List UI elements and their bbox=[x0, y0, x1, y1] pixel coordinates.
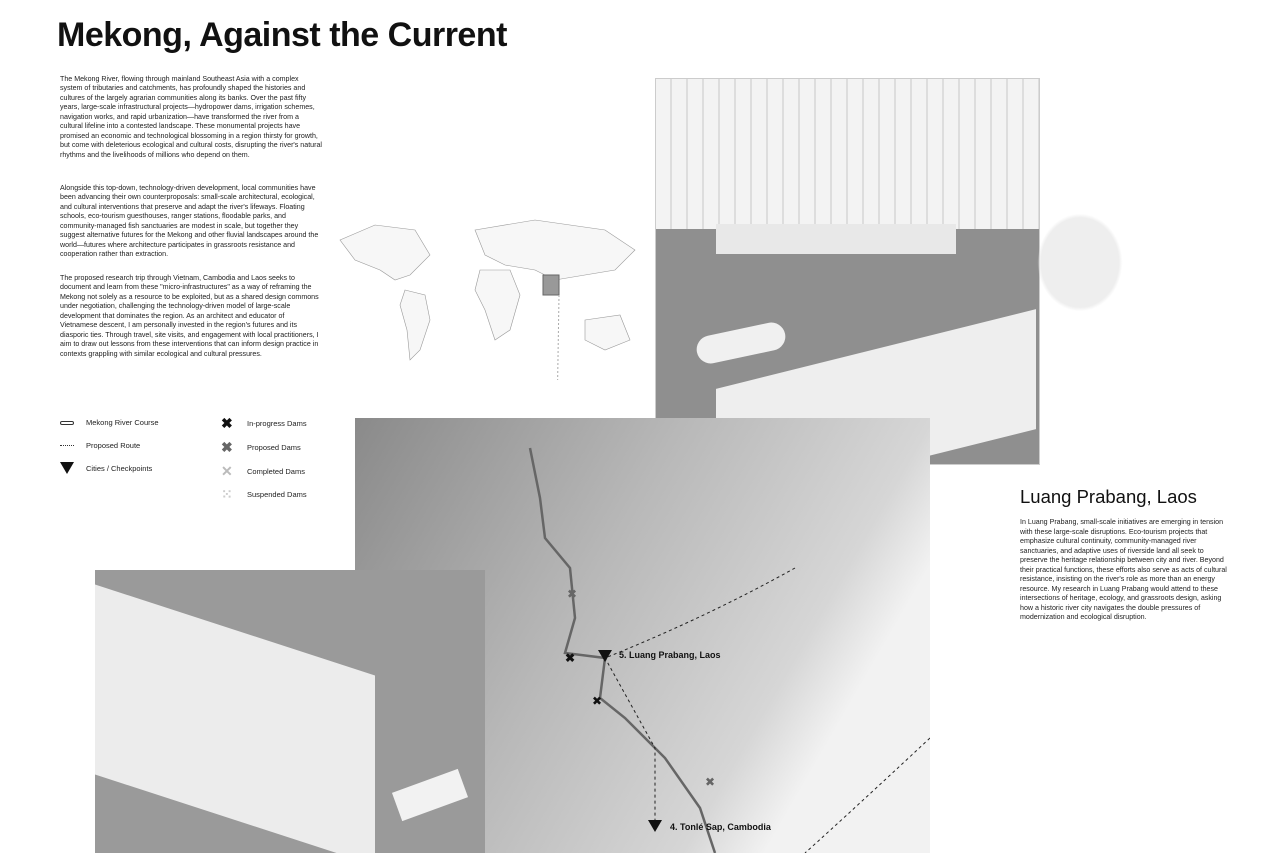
x-icon: ✖ bbox=[221, 415, 233, 431]
city-label-luang-prabang: 5. Luang Prabang, Laos bbox=[619, 650, 721, 660]
legend-label: In-progress Dams bbox=[247, 418, 307, 428]
legend-suspended-dams bbox=[221, 487, 307, 501]
legend-label: Completed Dams bbox=[247, 466, 305, 476]
legend-proposed-dams bbox=[221, 440, 301, 454]
legend-route bbox=[60, 441, 140, 450]
proposed-route bbox=[805, 738, 930, 853]
legend-cities bbox=[60, 462, 152, 474]
triangle-down-icon bbox=[60, 462, 86, 474]
city-marker-tonle-sap bbox=[648, 820, 662, 832]
city-label-tonle-sap: 4. Tonlé Sap, Cambodia bbox=[670, 822, 771, 832]
proposed-route bbox=[605, 568, 795, 828]
x-icon: ✖ bbox=[221, 439, 233, 455]
feature-heading: Luang Prabang, Laos bbox=[1020, 486, 1197, 507]
fishing-boat bbox=[392, 769, 468, 821]
village-illustration bbox=[95, 570, 485, 853]
legend-label: Cities / Checkpoints bbox=[86, 463, 153, 473]
world-map bbox=[335, 200, 655, 380]
tiger-illustration bbox=[1030, 205, 1130, 320]
legend-label: Mekong River Course bbox=[86, 418, 159, 427]
intro-paragraph-1: The Mekong River, flowing through mainland Southeast Asia with a complex system of tributaries and catchments, has profoundly shaped the histories and cultures of the largely agrarian communities along its banks. Over the past fifty years, large-scale infrastructural projects—hydropower dams, irrigation schemes, navigation works, and rapid urbanization—have transformed the river from a cultural lifeline into a contested landscape. These monumental projects have promised an economic and technological blossoming in a region thirsty for growth, but come with deleterious ecological and cultural costs, disrupting the river's natural rhythms and the livelihoods of millions who depend on them. bbox=[60, 75, 322, 159]
intro-paragraph-2: Alongside this top-down, technology-driven development, local communities have been advancing their own counterproposals: small-scale architectural, ecological, and cultural interventions that preserve and adapt the river's lifeways. Floating schools, eco-tourism guesthouses, ranger stations, floodable parks, and community-managed fish sanctuaries are modest in scale, but together they suggest alternative futures for the Mekong and other fluvial landscapes around the world—futures where architecture participates in grassroots resistance and cooperation rather than extraction. bbox=[60, 184, 319, 259]
river-boat bbox=[694, 320, 788, 366]
luang-prabang-illustration bbox=[655, 78, 1040, 465]
mekong-region-highlight bbox=[543, 275, 559, 295]
dotted-route-icon bbox=[60, 445, 86, 446]
legend-river bbox=[60, 418, 159, 427]
x-dotted-icon: ⁙ bbox=[221, 486, 233, 502]
intro-paragraph-3: The proposed research trip through Vietnam, Cambodia and Laos seeks to document and learn from these "micro-infrastructures" as a way of reframing the Mekong not solely as a resource to be exploited, but as a shared design commons under negotiation, challenging the technology-driven model of large-scale development that dominates the region. As an architect and educator of Vietnamese descent, I am personally invested in the region's futures and its diasporic ties. Through travel, site visits, and engagement with local practitioners, I aim to draw out lessons from these interventions that can inform design practice in contexts grappling with similar ecological and cultural pressures. bbox=[60, 274, 319, 358]
legend-label: Proposed Dams bbox=[247, 442, 301, 452]
legend-label: Suspended Dams bbox=[247, 489, 307, 499]
x-outline-icon: ✕ bbox=[221, 463, 233, 479]
river-course-icon bbox=[60, 421, 86, 425]
dam-marker: ✖ bbox=[705, 775, 716, 789]
dam-base bbox=[716, 224, 956, 254]
stilt-houses bbox=[95, 585, 375, 853]
legend-inprogress-dams bbox=[221, 416, 307, 430]
dam-marker: ✖ bbox=[565, 651, 576, 665]
dam-structure bbox=[656, 79, 1040, 229]
legend-completed-dams bbox=[221, 464, 305, 478]
legend-label: Proposed Route bbox=[86, 441, 141, 450]
poster-title: Mekong, Against the Current bbox=[57, 16, 507, 54]
dam-marker: ✖ bbox=[592, 694, 603, 708]
dam-marker: ✖ bbox=[567, 587, 578, 601]
feature-paragraph: In Luang Prabang, small-scale initiatives are emerging in tension with these large-scale disruptions. Eco-tourism projects that emphasize cultural continuity, community-managed river sanctuaries, and adaptive uses of riverside land all seek to preserve the heritage relationship between city and river. Beyond their practical functions, these efforts also serve as acts of cultural resistance, insisting on the river's role as more than an energy resource. My research in Luang Prabang would attend to these intersections of heritage, ecology, and grassroots design, asking how a historic river city navigates the double pressures of modernization and ecological disruption. bbox=[1020, 518, 1227, 621]
